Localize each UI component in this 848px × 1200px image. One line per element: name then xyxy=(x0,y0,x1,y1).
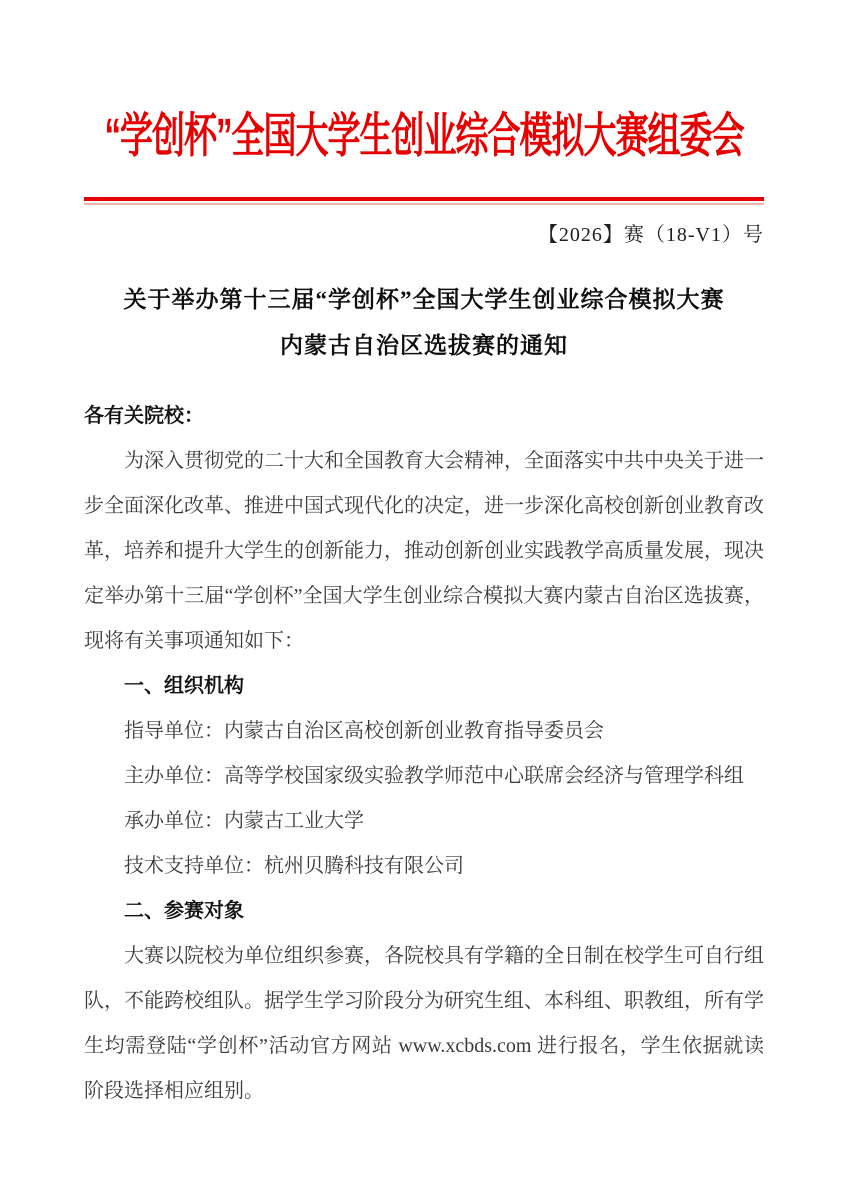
section-heading-organization: 一、组织机构 xyxy=(124,675,244,697)
red-divider-thin-line xyxy=(84,203,764,205)
document-title-line-1: 关于举办第十三届“学创杯”全国大学生创业综合模拟大赛 xyxy=(123,287,725,312)
document-title xyxy=(84,277,764,369)
participants-paragraph: 大赛以院校为单位组织参赛，各院校具有学籍的全日制在校学生可自行组队，不能跨校组队。据学生学习阶段分为研究生组、本科组、职教组，所有学生均需登陆“学创杯”活动官方网站 www.xcbds.com 进行报名，学生依据就读阶段选择相应组别。 xyxy=(84,945,764,1102)
document-title-line-2: 内蒙古自治区选拔赛的通知 xyxy=(280,333,568,358)
doc-number: 【2026】赛（18-V1）号 xyxy=(537,224,764,246)
item-host-unit: 主办单位：高等学校国家级实验教学师范中心联席会经济与管理学科组 xyxy=(124,765,744,787)
letterhead-org-title: “学创杯”全国大学生创业综合模拟大赛组委会 xyxy=(104,108,744,163)
item-tech-support-unit: 技术支持单位：杭州贝腾科技有限公司 xyxy=(124,855,464,877)
section-heading-participants: 二、参赛对象 xyxy=(124,900,244,922)
intro-paragraph: 为深入贯彻党的二十大和全国教育大会精神，全面落实中共中央关于进一步全面深化改革、推进中国式现代化的决定，进一步深化高校创新创业教育改革，培养和提升大学生的创新能力，推动创新创业实践教学高质量发展，现决定举办第十三届“学创杯”全国大学生创业综合模拟大赛内蒙古自治区选拔赛，现将有关事项通知如下： xyxy=(84,450,764,652)
red-divider-thick-line xyxy=(84,197,764,201)
red-divider xyxy=(84,197,764,205)
document-body xyxy=(84,394,764,1114)
letterhead xyxy=(84,108,764,163)
salutation: 各有关院校： xyxy=(84,405,204,427)
item-guiding-unit: 指导单位：内蒙古自治区高校创新创业教育指导委员会 xyxy=(124,720,604,742)
item-organizer-unit: 承办单位：内蒙古工业大学 xyxy=(124,810,364,832)
